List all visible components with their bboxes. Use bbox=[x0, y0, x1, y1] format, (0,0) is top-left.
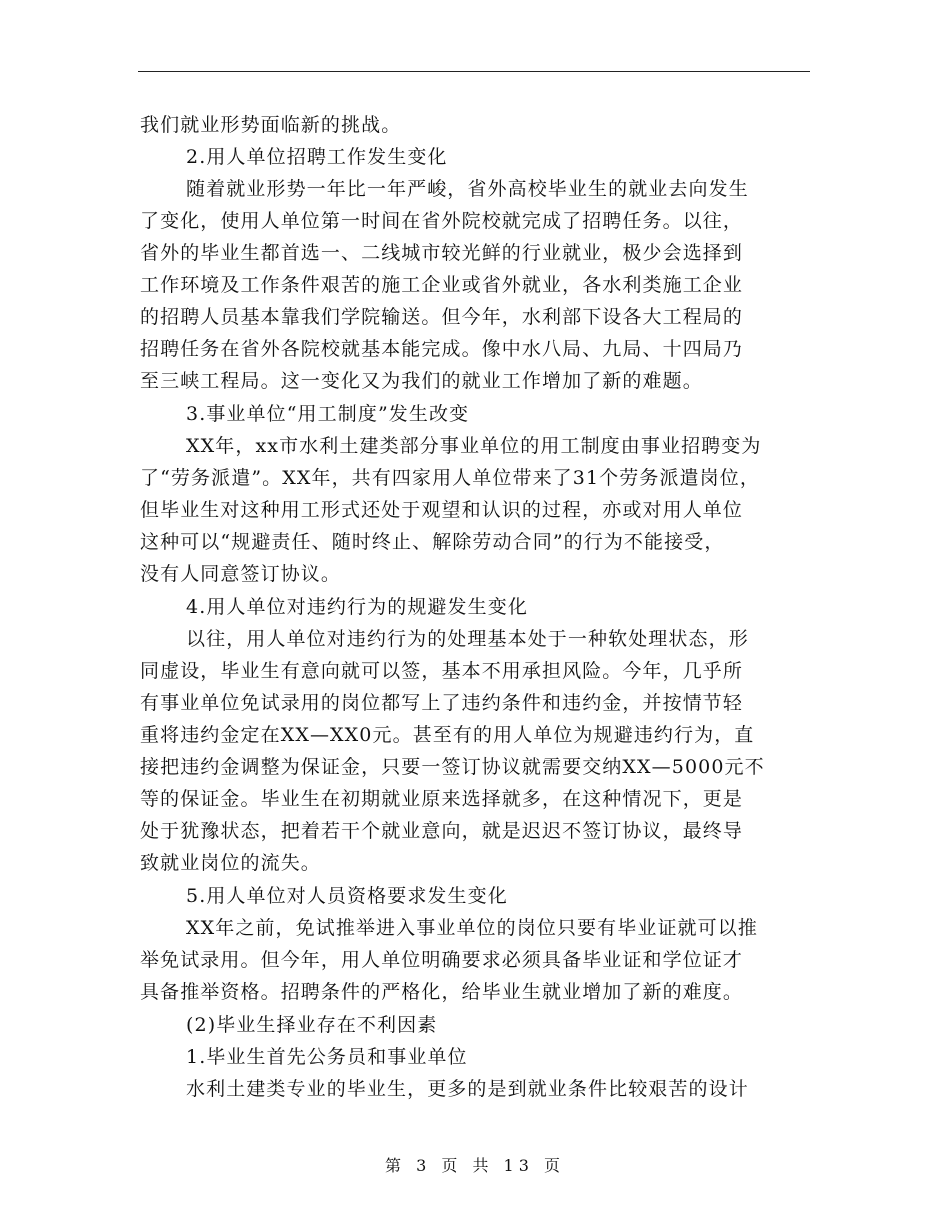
text-line: 但毕业生对这种用工形式还处于观望和认识的过程，亦或对用人单位 bbox=[140, 499, 744, 521]
text-line: 同虚设，毕业生有意向就可以签，基本不用承担风险。今年，几乎所 bbox=[140, 660, 744, 682]
section-heading: 2.用人单位招聘工作发生变化 bbox=[186, 146, 448, 168]
text-line: 接把违约金调整为保证金，只要一签订协议就需要交纳XX—5000元不 bbox=[140, 756, 765, 778]
text-line: XX年之前，免试推举进入事业单位的岗位只要有毕业证就可以推 bbox=[186, 917, 758, 939]
text-line: 以往，用人单位对违约行为的处理基本处于一种软处理状态，形 bbox=[186, 628, 749, 650]
text-line: 我们就业形势面临新的挑战。 bbox=[140, 114, 402, 136]
page-footer: 第 3 页 共 13 页 bbox=[385, 1156, 565, 1175]
section-heading: (2)毕业生择业存在不利因素 bbox=[186, 1014, 438, 1036]
text-line: 工作环境及工作条件艰苦的施工企业或省外就业，各水利类施工企业 bbox=[140, 274, 744, 296]
text-line: 有事业单位免试录用的岗位都写上了违约条件和违约金，并按情节轻 bbox=[140, 692, 744, 714]
text-line: 至三峡工程局。这一变化又为我们的就业工作增加了新的难题。 bbox=[140, 370, 703, 392]
text-line: 致就业岗位的流失。 bbox=[140, 852, 321, 874]
text-line: 举免试录用。但今年，用人单位明确要求必须具备毕业证和学位证才 bbox=[140, 949, 744, 971]
section-heading: 1.毕业生首先公务员和事业单位 bbox=[186, 1046, 468, 1068]
header-rule bbox=[138, 71, 810, 72]
text-line: 具备推举资格。招聘条件的严格化，给毕业生就业增加了新的难度。 bbox=[140, 981, 744, 1003]
text-line: 等的保证金。毕业生在初期就业原来选择就多，在这种情况下，更是 bbox=[140, 788, 744, 810]
text-line: 重将违约金定在XX—XX0元。甚至有的用人单位为规避违约行为，直 bbox=[140, 724, 755, 746]
text-line: 随着就业形势一年比一年严峻，省外高校毕业生的就业去向发生 bbox=[186, 178, 749, 200]
text-line: 没有人同意签订协议。 bbox=[140, 563, 342, 585]
text-line: 的招聘人员基本靠我们学院输送。但今年，水利部下设各大工程局的 bbox=[140, 306, 744, 328]
section-heading: 5.用人单位对人员资格要求发生变化 bbox=[186, 885, 508, 907]
text-line: 省外的毕业生都首选一、二线城市较光鲜的行业就业，极少会选择到 bbox=[140, 242, 744, 264]
text-line: 这种可以“规避责任、随时终止、解除劳动合同”的行为不能接受， bbox=[140, 531, 725, 553]
text-line: XX年，xx市水利土建类部分事业单位的用工制度由事业招聘变为 bbox=[186, 435, 762, 457]
text-line: 了变化，使用人单位第一时间在省外院校就完成了招聘任务。以往， bbox=[140, 210, 744, 232]
text-line: 招聘任务在省外各院校就基本能完成。像中水八局、九局、十四局乃 bbox=[140, 338, 744, 360]
text-line: 水利土建类专业的毕业生，更多的是到就业条件比较艰苦的设计 bbox=[186, 1078, 749, 1100]
text-line: 了“劳务派遣”。XX年，共有四家用人单位带来了31个劳务派遣岗位， bbox=[140, 467, 760, 489]
section-heading: 4.用人单位对违约行为的规避发生变化 bbox=[186, 596, 528, 618]
text-line: 处于犹豫状态，把着若干个就业意向，就是迟迟不签订协议，最终导 bbox=[140, 820, 744, 842]
section-heading: 3.事业单位“用工制度”发生改变 bbox=[186, 403, 470, 425]
